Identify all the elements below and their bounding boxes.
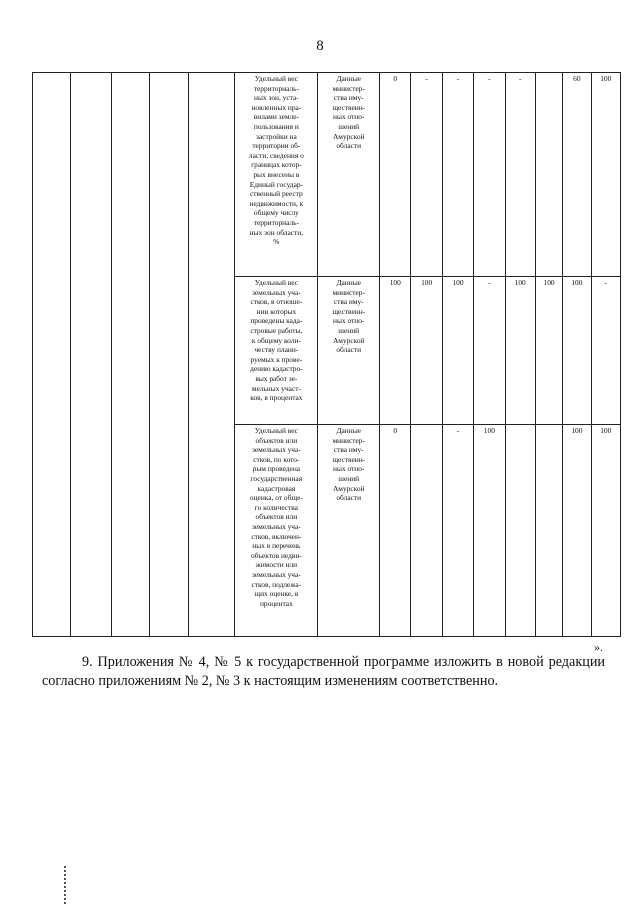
source-line: ства иму- xyxy=(333,445,364,455)
source-line: области xyxy=(336,493,362,503)
source-line: ных отно- xyxy=(333,112,365,122)
source-line: ных отно- xyxy=(333,316,365,326)
source-line: Данные xyxy=(336,426,361,435)
indicator-line: Удельный вес xyxy=(254,426,298,435)
indicator-line: ных в перечень xyxy=(252,541,301,551)
value-cell xyxy=(411,425,442,637)
indicator-line: кадастровая xyxy=(257,483,296,493)
value-cell xyxy=(535,425,562,637)
closing-quote: ». xyxy=(594,640,603,654)
value-cell: 100 xyxy=(505,277,535,425)
indicator-line: стков, по кото- xyxy=(253,454,300,464)
empty-cell xyxy=(111,73,149,637)
empty-cell xyxy=(71,73,111,637)
empty-cell xyxy=(150,73,188,637)
indicator-line: ных зон, уста- xyxy=(254,93,299,103)
indicator-line: общему числу xyxy=(253,208,299,218)
empty-cell xyxy=(33,73,71,637)
indicator-line: процентах xyxy=(259,598,293,608)
indicator-line: пользования и xyxy=(253,121,299,131)
source-line: шений xyxy=(338,121,360,131)
source-cell xyxy=(318,277,380,425)
source-line: министер- xyxy=(332,83,365,93)
value-cell: 0 xyxy=(380,73,411,277)
indicator-line: территории об- xyxy=(252,141,301,151)
value-cell: 100 xyxy=(563,277,591,425)
source-line: Данные xyxy=(336,74,361,83)
indicator-line: к общему коли- xyxy=(251,335,301,345)
page-number: 8 xyxy=(316,38,324,54)
indicator-line: стков, в отноше- xyxy=(250,297,303,307)
indicator-line: Удельный вес xyxy=(254,74,298,83)
value-cell: 100 xyxy=(563,425,591,637)
indicator-line: ных зон области, xyxy=(249,227,304,237)
source-line: щественн- xyxy=(332,102,366,112)
value-cell: - xyxy=(442,73,473,277)
indicator-line: ков, в процентах xyxy=(250,393,303,403)
source-line: ства иму- xyxy=(333,93,364,103)
indicator-line: ственный реестр xyxy=(250,189,303,199)
indicator-line: мельных участ- xyxy=(251,383,301,393)
empty-cell xyxy=(188,73,235,637)
source-line: шений xyxy=(338,325,360,335)
indicator-line: стков, включен- xyxy=(251,531,302,541)
value-cell: - xyxy=(411,73,442,277)
indicator-line: стровые работы, xyxy=(250,325,303,335)
indicator-line: честву плани- xyxy=(254,345,299,355)
indicator-line: рых внесены в xyxy=(253,169,300,179)
source-line: ства иму- xyxy=(333,297,364,307)
indicator-line: новленных пра- xyxy=(251,102,302,112)
indicator-cell xyxy=(235,277,318,425)
indicator-line: земельных уча- xyxy=(251,569,301,579)
source-line: Данные xyxy=(336,278,361,287)
indicator-line: Единый государ- xyxy=(249,179,304,189)
indicator-line: проведены када- xyxy=(250,316,303,326)
value-cell: 100 xyxy=(380,277,411,425)
paragraph-item-9: 9. Приложения № 4, № 5 к государственной программе изложить в новой редакции согласно приложениям № 2, № 3 к настоящим изменениям соответственно. xyxy=(42,654,605,689)
source-line: области xyxy=(336,141,362,151)
indicator-line: жимости или xyxy=(255,560,298,570)
source-line: области xyxy=(336,345,362,355)
value-cell: 100 xyxy=(535,277,562,425)
source-line: министер- xyxy=(332,287,365,297)
indicator-line: ласти, сведения о xyxy=(248,150,304,160)
indicator-line: % xyxy=(273,237,280,247)
indicator-line: земельных уча- xyxy=(251,287,301,297)
source-cell xyxy=(318,425,380,637)
indicator-cell xyxy=(235,73,318,277)
value-cell: - xyxy=(474,73,505,277)
indicator-line: объектов или xyxy=(255,435,298,445)
value-cell: - xyxy=(591,277,620,425)
margin-scan-mark xyxy=(64,866,66,904)
source-line: щественн- xyxy=(332,306,366,316)
value-cell: 60 xyxy=(563,73,591,277)
indicator-line: вилами земле- xyxy=(253,112,299,122)
indicator-line: застройки на xyxy=(255,131,297,141)
indicator-line: щих оценке, в xyxy=(254,589,299,599)
indicator-line: оценка, от обще- xyxy=(249,493,303,503)
indicator-line: нии которых xyxy=(256,306,297,316)
indicator-line: вых работ зе- xyxy=(255,373,298,383)
indicator-line: дению кадастро- xyxy=(250,364,303,374)
indicator-line: стков, подлежа- xyxy=(251,579,302,589)
source-line: министер- xyxy=(332,435,365,445)
value-cell: 100 xyxy=(591,425,620,637)
value-cell: 100 xyxy=(411,277,442,425)
value-cell: - xyxy=(442,425,473,637)
table-row xyxy=(33,73,621,277)
value-cell: - xyxy=(505,73,535,277)
indicator-line: го количества xyxy=(254,502,298,512)
indicator-line: Удельный вес xyxy=(254,278,298,287)
indicator-line: территориаль- xyxy=(253,83,299,93)
indicator-cell xyxy=(235,425,318,637)
source-line: щественн- xyxy=(332,454,366,464)
value-cell: 100 xyxy=(442,277,473,425)
source-cell xyxy=(318,73,380,277)
indicator-line: руемых к прове- xyxy=(250,354,303,364)
value-cell: 0 xyxy=(380,425,411,637)
value-cell xyxy=(535,73,562,277)
source-line: Амурской xyxy=(332,483,365,493)
value-cell xyxy=(505,425,535,637)
value-cell: 100 xyxy=(474,425,505,637)
indicator-line: земельных уча- xyxy=(251,445,301,455)
indicator-line: земельных уча- xyxy=(251,521,301,531)
indicator-line: объектов или xyxy=(255,512,298,522)
indicator-line: границах котор- xyxy=(251,160,302,170)
indicator-table xyxy=(32,72,621,637)
source-line: шений xyxy=(338,473,360,483)
source-line: ных отно- xyxy=(333,464,365,474)
indicator-line: государственная xyxy=(250,473,303,483)
source-line: Амурской xyxy=(332,335,365,345)
indicator-line: рым проведена xyxy=(252,464,301,474)
source-line: Амурской xyxy=(332,131,365,141)
value-cell: - xyxy=(474,277,505,425)
indicator-line: недвижимости, к xyxy=(249,198,304,208)
indicator-line: территориаль- xyxy=(253,217,299,227)
value-cell: 100 xyxy=(591,73,620,277)
indicator-line: объектов недви- xyxy=(250,550,302,560)
